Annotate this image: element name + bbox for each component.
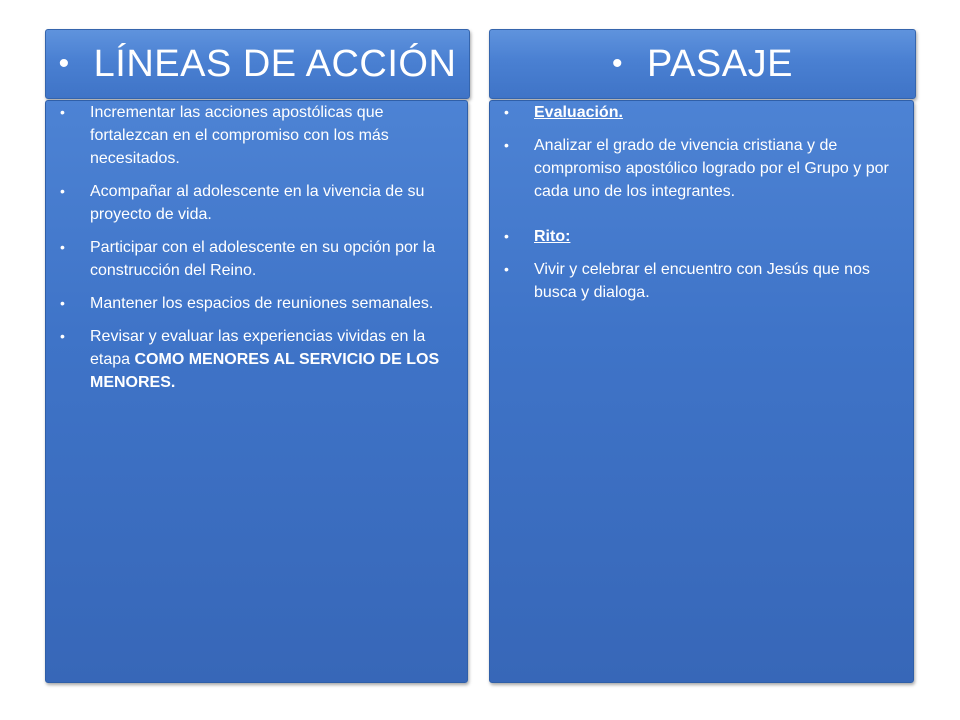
bullet-icon: • [60,328,65,344]
item-text: Participar con el adolescente en su opción por la construcción del Reino. [90,239,436,279]
right-content-box [489,100,914,683]
list-item [46,236,467,282]
left-header [45,29,470,99]
bullet-icon: • [612,47,624,80]
bullet-icon: • [60,295,65,311]
list-item [490,225,913,248]
item-text: Revisar y evaluar las experiencias vividas en la etapa [90,328,426,368]
bullet-icon: • [504,261,509,277]
list-item [490,258,913,304]
item-text: Mantener los espacios de reuniones semanales. [90,295,434,312]
rito-text: Vivir y celebrar el encuentro con Jesús que nos busca y dialoga. [534,261,870,301]
list-item [46,180,467,226]
rito-label: Rito: [534,228,571,245]
list-item [490,134,913,203]
bullet-icon: • [60,183,65,199]
bullet-icon: • [58,47,70,80]
list-item [46,325,467,394]
left-content-box [45,100,468,683]
bullet-icon: • [504,228,509,244]
right-header [489,29,916,99]
left-title: LÍNEAS DE ACCIÓN [93,42,457,85]
action-lines-list [46,101,467,394]
pasaje-list [490,101,913,304]
evaluacion-label: Evaluación. [534,104,623,121]
list-item [46,101,467,170]
list-item [46,292,467,315]
bullet-icon: • [504,137,509,153]
bullet-icon: • [60,239,65,255]
item-text: Incrementar las acciones apostólicas que fortalezcan en el compromiso con los más necesitados. [90,104,389,167]
bullet-icon: • [504,104,509,120]
list-item [490,101,913,124]
right-title: PASAJE [647,42,793,85]
bullet-icon: • [60,104,65,120]
item-text: Acompañar al adolescente en la vivencia de su proyecto de vida. [90,183,425,223]
item-bold-text: COMO MENORES AL SERVICIO DE LOS MENORES. [90,351,440,391]
evaluacion-text: Analizar el grado de vivencia cristiana y de compromiso apostólico logrado por el Grupo y por cada uno de los integrantes. [534,137,889,200]
